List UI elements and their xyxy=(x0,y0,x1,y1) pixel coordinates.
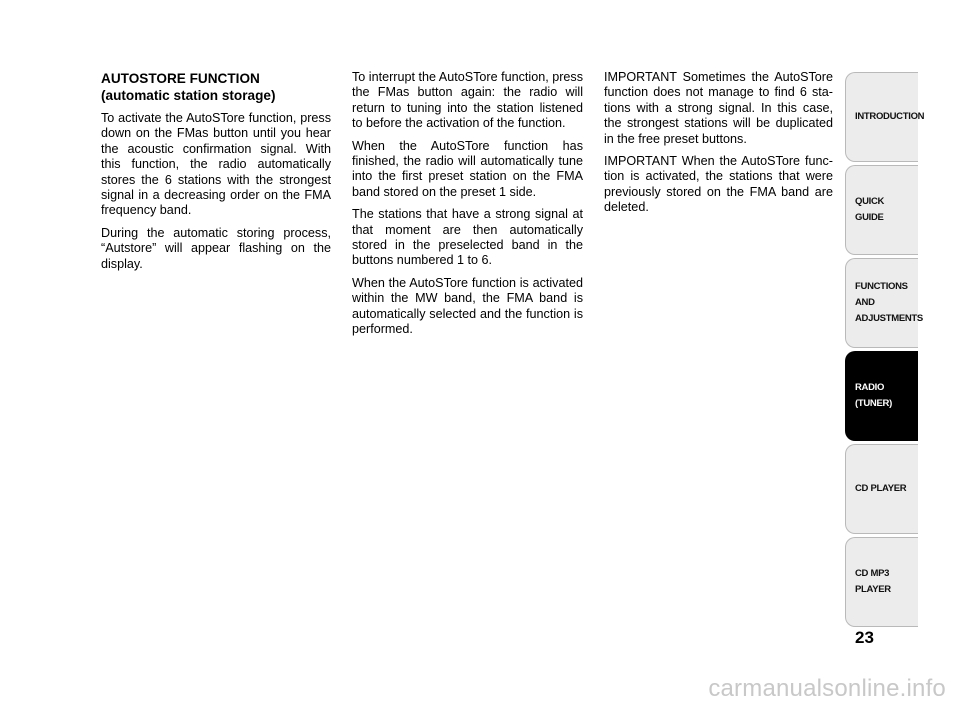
tab-cd-mp3-player[interactable] xyxy=(845,537,918,627)
paragraph: During the automatic storing process, “Autstore” will appear flashing on the display. xyxy=(101,225,331,271)
paragraph: IMPORTANT Sometimes the AutoSTore function does not manage to find 6 stations with a strong signal. In this case, the strongest stations will be duplicated in the free preset buttons. xyxy=(604,70,833,146)
tab-label: CD MP3 PLAYER xyxy=(855,568,891,595)
section-heading xyxy=(101,70,331,104)
tab-label: INTRODUCTION xyxy=(855,111,925,122)
text-column-1 xyxy=(101,70,331,279)
text-column-2 xyxy=(352,70,583,345)
paragraph: The stations that have a strong signal at that moment are then automatically stored in the preselected band in the buttons numbered 1 to 6. xyxy=(352,207,583,268)
paragraph: To activate the AutoSTore function, press down on the FMas button until you hear the acoustic confirmation signal. With this function, the radio automatically stores the 6 stations with the strongest signal in a decreasing order on the FMA frequency band. xyxy=(101,111,331,218)
paragraph: When the AutoSTore function is activated within the MW band, the FMA band is automatically selected and the function is performed. xyxy=(352,275,583,337)
watermark-text: carmanualsonline.info xyxy=(708,675,946,702)
page-number: 23 xyxy=(855,628,874,647)
section-heading-title: AUTOSTORE FUNCTION xyxy=(101,71,260,86)
paragraph: When the AutoSTore function has finished, the radio will automatically tune into the first preset station on the FMA band stored on the preset 1 side. xyxy=(352,138,583,199)
tab-cd-player[interactable] xyxy=(845,444,918,534)
paragraph: IMPORTANT When the AutoSTore function is activated, the stations that were previously stored on the FMA band are deleted. xyxy=(604,154,833,215)
tab-quick-guide[interactable] xyxy=(845,165,918,255)
section-tabs xyxy=(845,72,925,630)
tab-radio-tuner[interactable] xyxy=(845,351,918,441)
tab-functions-and-adjustments[interactable] xyxy=(845,258,923,348)
tab-label: QUICK GUIDE xyxy=(855,196,885,223)
tab-label: RADIO (TUNER) xyxy=(855,382,892,409)
tab-label: CD PLAYER xyxy=(855,483,907,494)
tab-introduction[interactable] xyxy=(845,72,925,162)
paragraph: To interrupt the AutoSTore function, press the FMas button again: the radio will return to tuning into the station listened to before the activation of the function. xyxy=(352,70,584,131)
tab-label: FUNCTIONS AND ADJUSTMENTS xyxy=(855,281,923,324)
text-column-3 xyxy=(604,70,833,223)
section-heading-subtitle: (automatic station storage) xyxy=(101,88,276,103)
